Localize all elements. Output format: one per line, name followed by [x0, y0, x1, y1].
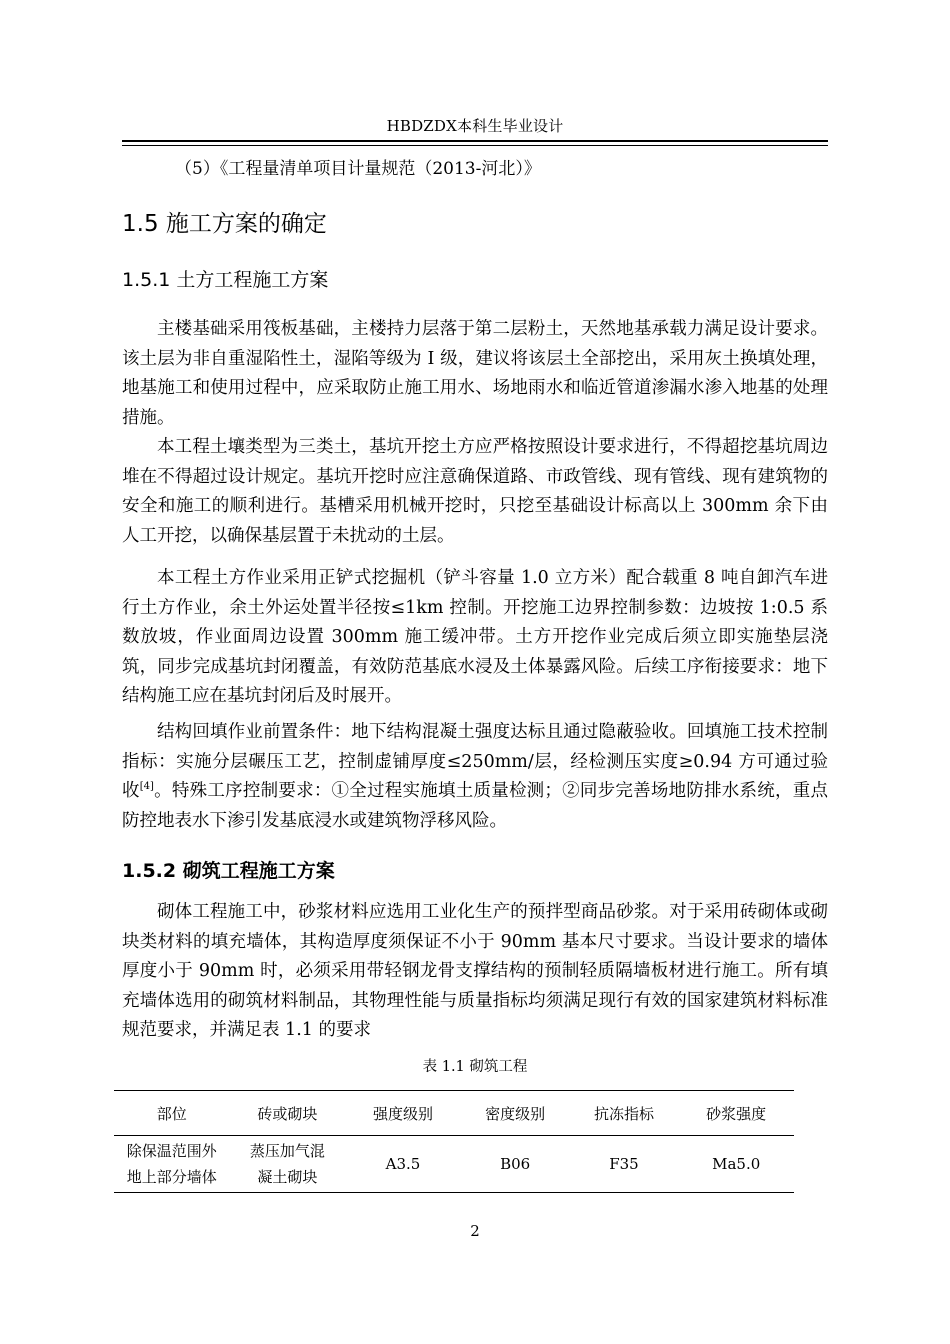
- cell-density: B06: [461, 1136, 570, 1193]
- paragraph-foundation: 主楼基础采用筏板基础，主楼持力层落于第二层粉土，天然地基承载力满足设计要求。该土层为非自重湿陷性土，湿陷等级为 I 级，建议将该层土全部挖出，采用灰土换填处理，地基施工和使用过程中，应采取防止施工用水、场地雨水和临近管道渗漏水渗入地基的处理措施。: [122, 319, 828, 428]
- col-header-frost: 抗冻指标: [570, 1091, 679, 1136]
- citation-ref: [4]: [139, 781, 154, 793]
- col-header-block: 砖或砌块: [230, 1091, 346, 1136]
- paragraph-excavation: 本工程土方作业采用正铲式挖掘机（铲斗容量 1.0 立方米）配合载重 8 吨自卸汽车进行土方作业，余土外运处置半径按≤1km 控制。开挖施工边界控制参数：边坡按 1:0.5 系数放坡，作业面周边设置 300mm 施工缓冲带。土方开挖作业完成后须立即实施垫层浇筑，同步完成基坑封闭覆盖，有效防范基底水浸及土体暴露风险。后续工序衔接要求：地下结构施工应在基坑封闭后及时展开。: [122, 568, 828, 706]
- subsection-heading-earthwork: 1.5.1 土方工程施工方案: [122, 269, 329, 291]
- page-header-title: HBDZDX本科生毕业设计: [386, 117, 564, 135]
- paragraph-masonry: 砌体工程施工中，砂浆材料应选用工业化生产的预拌型商品砂浆。对于采用砖砌体或砌块类材料的填充墙体，其构造厚度须保证不小于 90mm 基本尺寸要求。当设计要求的墙体厚度小于 90mm 时，必须采用带轻钢龙骨支撑结构的预制轻质隔墙板材进行施工。所有填充墙体选用的砌筑材料制品，其物理性能与质量指标均须满足现行有效的国家建筑材料标准规范要求，并满足表 1.1 的要求: [122, 902, 828, 1040]
- cell-block: [230, 1136, 346, 1193]
- section-heading: 1.5 施工方案的确定: [122, 211, 327, 237]
- backfill-text-b: 。特殊工序控制要求：①全过程实施填土质量检测；②同步完善场地防排水系统，重点防控地表水下渗引发基底浸水或建筑物浮移风险。: [122, 781, 829, 831]
- table-header-row: [114, 1091, 794, 1136]
- col-header-mortar: 砂浆强度: [678, 1091, 794, 1136]
- table-row: [114, 1136, 794, 1193]
- reference-item: （5）《工程量清单项目计量规范（2013-河北）》: [175, 159, 541, 179]
- header-rule-thick: [122, 140, 828, 142]
- col-header-strength: 强度级别: [345, 1091, 461, 1136]
- table-caption: 表 1.1 砌筑工程: [422, 1059, 528, 1075]
- masonry-table: [114, 1090, 794, 1193]
- col-header-part: 部位: [114, 1091, 230, 1136]
- paragraph-soil-type: 本工程土壤类型为三类土，基坑开挖土方应严格按照设计要求进行，不得超挖基坑周边堆在不得超过设计规定。基坑开挖时应注意确保道路、市政管线、现有管线、现有建筑物的安全和施工的顺利进行。基槽采用机械开挖时，只挖至基础设计标高以上 300mm 余下由人工开挖，以确保基层置于未扰动的土层。: [122, 437, 828, 546]
- subsection-heading-masonry: 1.5.2 砌筑工程施工方案: [122, 860, 335, 882]
- header-rule-thin: [122, 145, 828, 146]
- cell-block-line2: 凝土砌块: [257, 1168, 318, 1186]
- col-header-density: 密度级别: [461, 1091, 570, 1136]
- cell-frost: F35: [570, 1136, 679, 1193]
- cell-part-line1: 除保温范围外: [126, 1142, 217, 1160]
- backfill-text-a: 结构回填作业前置条件：地下结构混凝土强度达标且通过隐蔽验收。回填施工技术控制指标：实施分层碾压工艺，控制虚铺厚度≤250mm/层，经检测压实度≥0.94 方可通过验收: [122, 722, 828, 801]
- cell-part-line2: 地上部分墙体: [126, 1168, 217, 1186]
- cell-part: [114, 1136, 230, 1193]
- cell-block-line1: 蒸压加气混: [249, 1142, 325, 1160]
- page-number: 2: [470, 1222, 480, 1240]
- cell-strength: A3.5: [345, 1136, 461, 1193]
- cell-mortar: Ma5.0: [678, 1136, 794, 1193]
- paragraph-backfill: [122, 718, 828, 836]
